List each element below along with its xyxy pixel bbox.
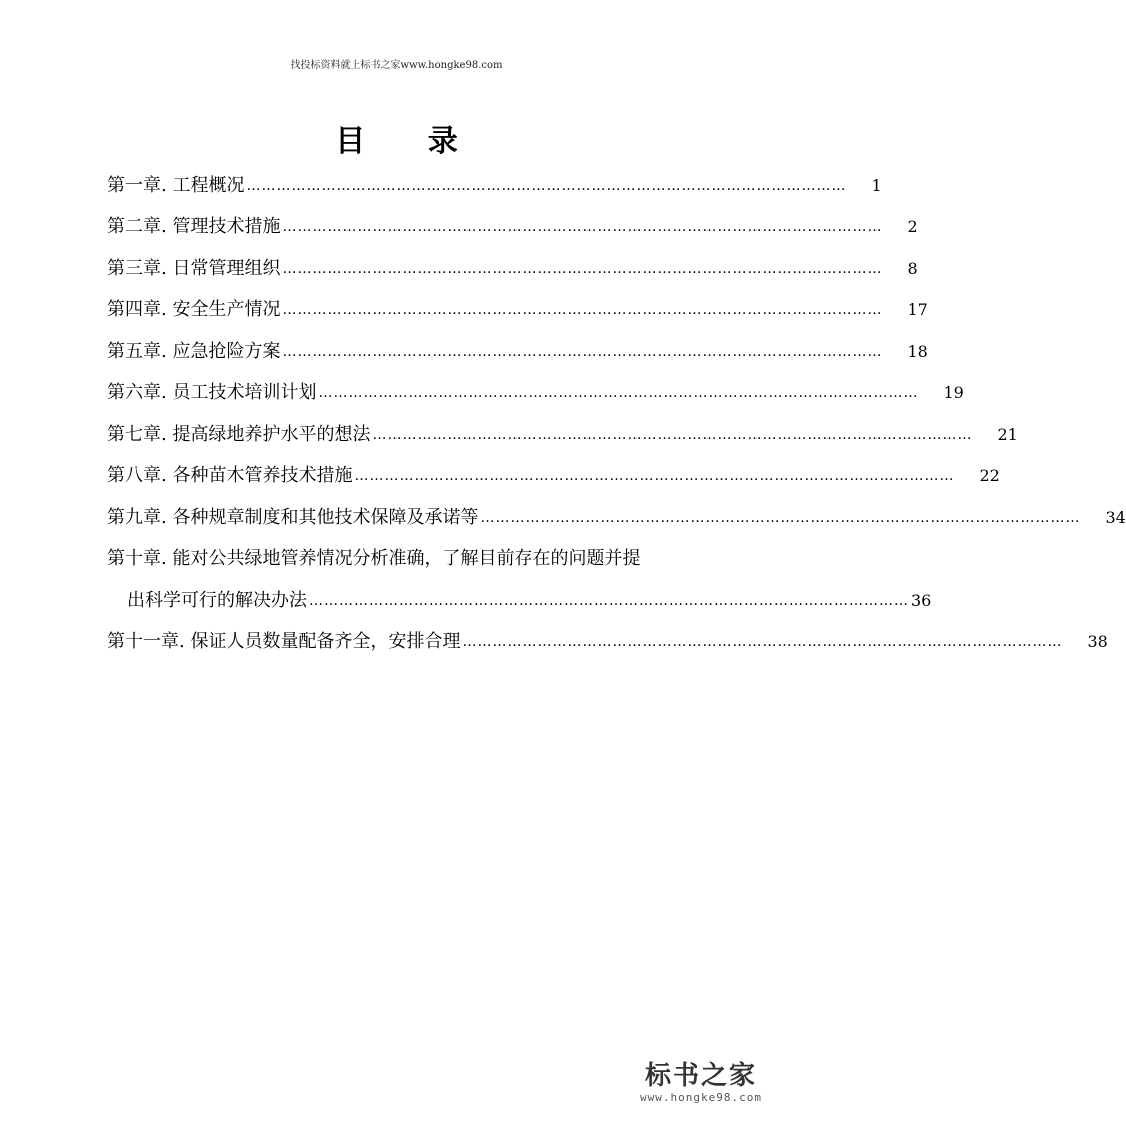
toc-leader-dots: …………………………………………………………………………………………………………	[480, 509, 1081, 526]
toc-entry-page: 2	[907, 217, 918, 237]
toc-entry-page: 8	[907, 258, 918, 278]
toc-leader-dots: …………………………………………………………………………………………………………	[282, 219, 883, 236]
toc-entry-label: 第二章. 管理技术措施	[107, 216, 281, 238]
toc-entry[interactable]	[107, 497, 1126, 539]
toc-entry-continuation[interactable]	[107, 580, 932, 622]
toc-entry-page: 22	[979, 466, 1000, 486]
toc-entry[interactable]	[107, 290, 928, 332]
toc-entry-label: 第十一章. 保证人员数量配备齐全，安排合理	[107, 631, 461, 653]
toc-entry-label: 第四章. 安全生产情况	[107, 299, 281, 321]
toc-leader-dots: …………………………………………………………………………………………………………	[372, 426, 973, 443]
toc-entry-page: 19	[943, 383, 964, 403]
table-of-contents	[107, 165, 1126, 663]
toc-entry[interactable]	[107, 331, 928, 373]
toc-leader-dots: …………………………………………………………………………………………………………	[282, 302, 883, 319]
site-logo	[631, 1061, 771, 1104]
toc-entry-label: 第八章. 各种苗木管养技术措施	[107, 465, 353, 487]
header-watermark-text: 找投标资料就上标书之家www.hongke98.com	[290, 60, 503, 71]
toc-leader-dots: …………………………………………………………………………………………………………	[318, 385, 919, 402]
toc-entry-page: 21	[997, 424, 1018, 444]
toc-entry[interactable]	[107, 165, 882, 207]
toc-entry-label: 第三章. 日常管理组织	[107, 257, 281, 279]
toc-entry-label: 第九章. 各种规章制度和其他技术保障及承诺等	[107, 506, 479, 528]
toc-entry-page: 1	[871, 175, 882, 195]
toc-entry[interactable]	[107, 414, 1018, 456]
toc-entry-label: 第五章. 应急抢险方案	[107, 340, 281, 362]
toc-entry[interactable]	[107, 622, 1108, 664]
toc-leader-dots: …………………………………………………………………………………………………………	[282, 343, 883, 360]
toc-leader-dots: …………………………………………………………………………………………………………	[282, 260, 883, 277]
toc-leader-dots: …………………………………………………………………………………………………………	[462, 634, 1063, 651]
toc-leader-dots: …………………………………………………………………………………………………………	[246, 177, 847, 194]
toc-entry-label: 第七章. 提高绿地养护水平的想法	[107, 423, 371, 445]
page-title: 目 录	[335, 124, 484, 159]
logo-name: 标书之家	[644, 1061, 757, 1091]
toc-entry-page: 38	[1087, 632, 1108, 652]
toc-entry-label: 第一章. 工程概况	[107, 174, 245, 196]
toc-entry-page: 36	[911, 590, 932, 610]
toc-entry[interactable]	[107, 539, 707, 581]
toc-entry-label: 第十章. 能对公共绿地管养情况分析准确，了解目前存在的问题并提	[107, 548, 641, 570]
toc-entry[interactable]	[107, 207, 918, 249]
toc-leader-dots: …………………………………………………………………………………………………………	[309, 592, 909, 609]
toc-leader-dots: …………………………………………………………………………………………………………	[354, 468, 955, 485]
toc-entry-page: 34	[1105, 507, 1126, 527]
logo-url: www.hongke98.com	[640, 1091, 762, 1104]
toc-entry-label: 第六章. 员工技术培训计划	[107, 382, 317, 404]
toc-entry[interactable]	[107, 248, 918, 290]
toc-entry-label-continued: 出科学可行的解决办法	[127, 589, 307, 611]
toc-entry[interactable]	[107, 373, 964, 415]
toc-entry-page: 17	[907, 300, 928, 320]
toc-entry-page: 18	[907, 341, 928, 361]
toc-entry[interactable]	[107, 456, 1000, 498]
